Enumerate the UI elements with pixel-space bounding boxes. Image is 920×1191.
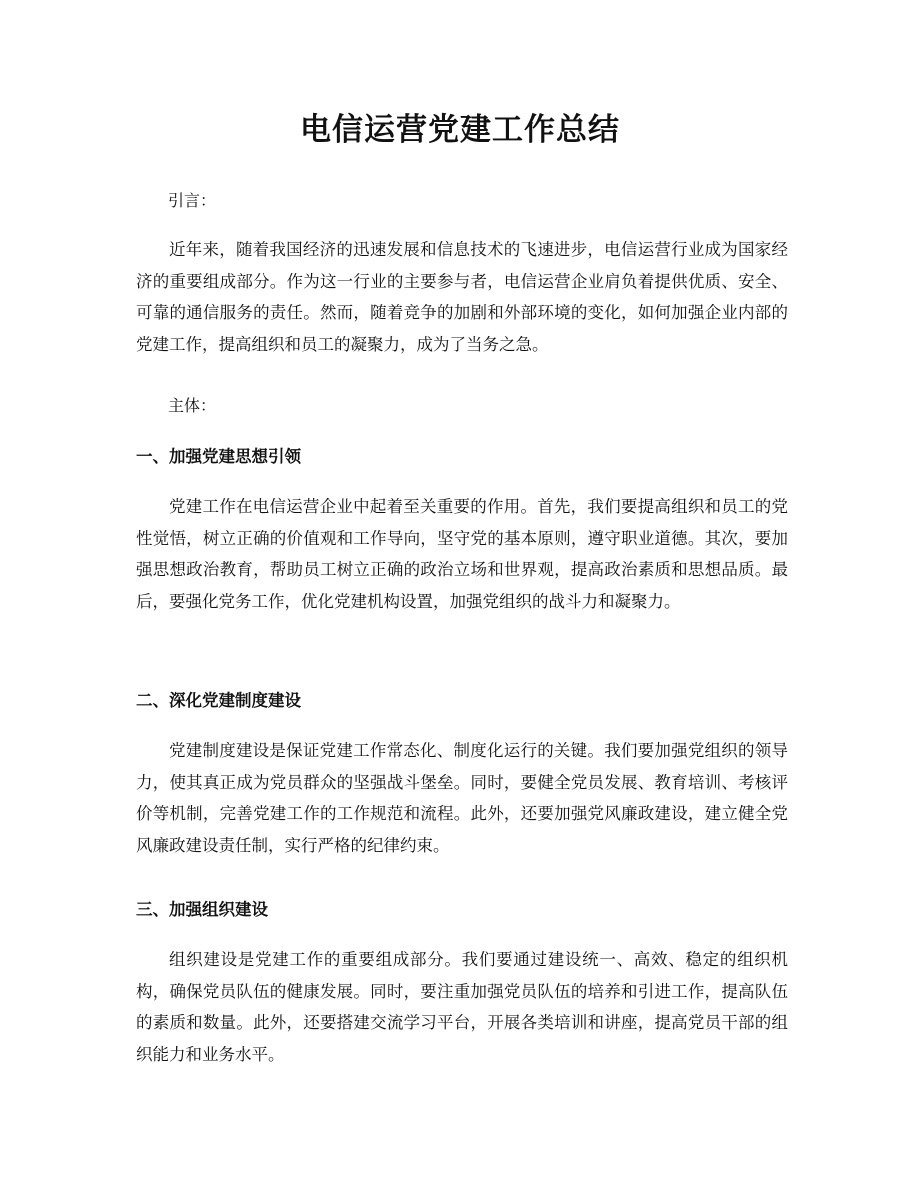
body-label: 主体： — [168, 396, 217, 415]
section-paragraph-3: 组织建设是党建工作的重要组成部分。我们要通过建设统一、高效、稳定的组织机构，确保党员队伍的健康发展。同时，要注重加强党员队伍的培养和引进工作，提高队伍的素质和数量。此外，还要搭建交流学习平台，开展各类培训和讲座，提高党员干部的组织能力和业务水平。 — [136, 950, 788, 1064]
intro-label: 引言： — [168, 191, 217, 210]
section-paragraph-1: 党建工作在电信运营企业中起着至关重要的作用。首先，我们要提高组织和员工的党性觉悟，树立正确的价值观和工作导向，坚守党的基本原则，遵守职业道德。其次，要加强思想政治教育，帮助员工树立正确的政治立场和世界观，提高政治素质和思想品质。最后，要强化党务工作，优化党建机构设置，加强党组织的战斗力和凝聚力。 — [136, 497, 788, 611]
section-paragraph-2: 党建制度建设是保证党建工作常态化、制度化运行的关键。我们要加强党组织的领导力，使其真正成为党员群众的坚强战斗堡垒。同时，要健全党员发展、教育培训、考核评价等机制，完善党建工作的工作规范和流程。此外，还要加强党风廉政建设，建立健全党风廉政建设责任制，实行严格的纪律约束。 — [136, 741, 788, 855]
document-title: 电信运营党建工作总结 — [300, 112, 620, 148]
section-heading-2: 二、深化党建制度建设 — [136, 691, 301, 710]
intro-paragraph: 近年来，随着我国经济的迅速发展和信息技术的飞速进步，电信运营行业成为国家经济的重要组成部分。作为这一行业的主要参与者，电信运营企业肩负着提供优质、安全、可靠的通信服务的责任。然而，随着竞争的加剧和外部环境的变化，如何加强企业内部的党建工作，提高组织和员工的凝聚力，成为了当务之急。 — [136, 240, 788, 354]
section-heading-3: 三、加强组织建设 — [136, 900, 268, 919]
section-heading-1: 一、加强党建思想引领 — [136, 447, 301, 466]
